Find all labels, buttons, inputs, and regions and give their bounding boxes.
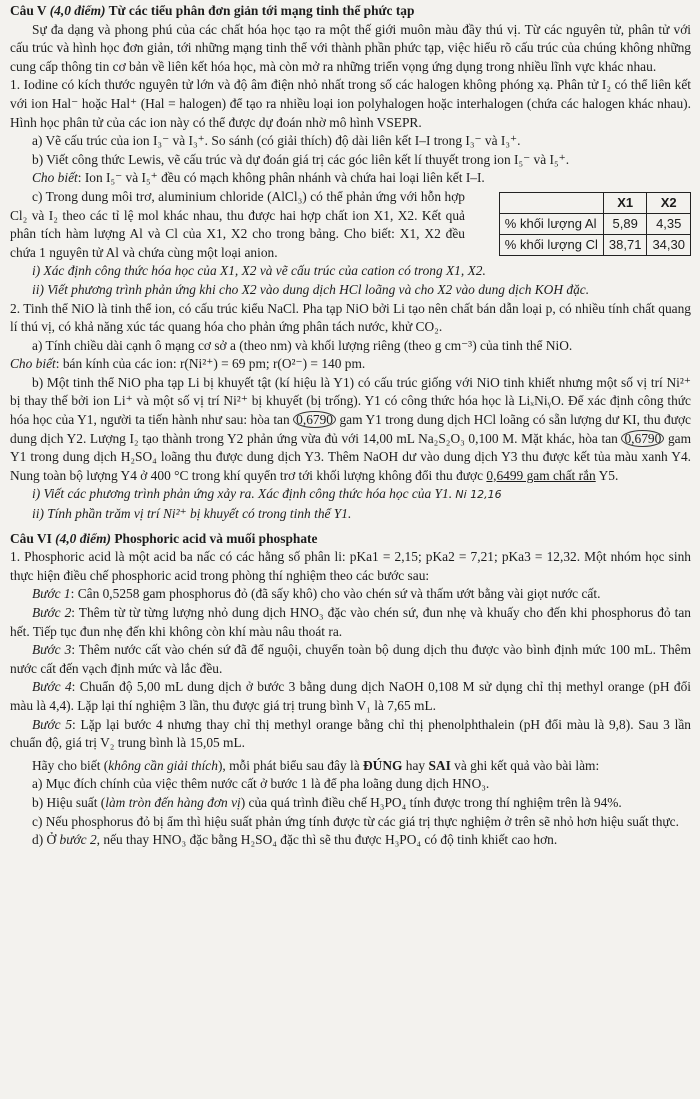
circled-mass: 0,6790	[621, 430, 664, 447]
text-span: Y5.	[595, 467, 619, 483]
text-span: Hãy cho biết (	[32, 757, 109, 773]
text-span: b) Một tinh thể NiO pha tạp Li bị khuyết tật (kí hiệu là Y1) có cấu trúc giống với NiO tinh khiết nhưng một số vị trí Ni²⁺ bị thay thế bởi ion Li⁺ và một số vị trí Ni²⁺ bị khuyết (bị trống). Y1 có công thức hóa học là LiₓNiᵧO. Để xác định công thức hóa học của Y1, người ta tiến hành như sau: hòa tan	[10, 374, 691, 428]
text-span: SAI	[428, 757, 451, 773]
question-number: Câu VI	[10, 530, 52, 546]
table-header-cell	[499, 192, 603, 213]
text-span: và ghi kết quả vào bài làm:	[450, 757, 600, 773]
table-header-row	[499, 192, 690, 213]
part-1c-ii: ii) Viết phương trình phản ứng khi cho X2 vào dung dịch HCl loãng và cho X2 vào dung dịch KOH đặc.	[32, 281, 590, 297]
text-span: d) Ở	[32, 832, 60, 848]
part-1-text: 1. Iodine có kích thước nguyên tử lớn và độ âm điện nhỏ nhất trong số các halogen không phóng xạ. Phân tử I₂ có thể liên kết với ion Hal⁻ hoặc Hal⁺ (Hal = halogen) để tạo ra nhiều loại ion polyhalogen hoặc interhalogen (chứa các halogen khác nhau). Hình học phân tử của các ion này có thể được dự đoán nhờ mô hình VSEPR.	[10, 77, 691, 130]
text-span: bước 2	[59, 832, 97, 848]
step	[10, 585, 691, 604]
question-topic: Từ các tiểu phân đơn giản tới mạng tinh thể phức tạp	[108, 3, 415, 18]
part-2-text: 2. Tinh thể NiO là tinh thể ion, có cấu trúc kiểu NaCl. Pha tạp NiO bởi Li tạo nên chất bán dẫn loại p, có nhiều tính chất quang lí thú vị, có khả năng xúc tác quang hóa cho phản ứng phân tách nước, khử CO₂.	[10, 300, 691, 335]
step	[10, 604, 691, 641]
table-cell: 4,35	[647, 213, 691, 234]
given-label: Cho biết	[10, 356, 56, 372]
text-span: gam Y1 trong dung dịch H₂SO₄ loãng thu được dung dịch Y3. Thêm NaOH dư vào dung dịch Y3 thu được kết tủa màu xanh Y4. Nung toàn bộ lượng Y4 ở 400 °C trong khí quyển trơ tới khối lượng không đổi thu được	[10, 430, 691, 483]
question-6-title	[10, 530, 691, 549]
statement-b	[10, 794, 691, 813]
table-cell: 38,71	[603, 234, 647, 255]
part-1b: b) Viết công thức Lewis, vẽ cấu trúc và dự đoán giá trị các góc liên kết lí thuyết trong ion I₅⁻ và I₅⁺.	[32, 151, 570, 167]
step-text: : Thêm từ từ từng lượng nhỏ dung dịch HNO₃ đặc vào chén sứ, đun nhẹ và khuấy cho đến khi phosphorus đỏ tan hết. Tiếp tục đun nhẹ đến khi không còn khí màu nâu thoát ra.	[10, 605, 691, 639]
text-span: gam Y1 trong dung dịch HCl loãng có sẵn lượng dư KI, thu được dung dịch Y2. Lượng I₂ tạo thành trong Y2 phản ứng vừa đủ với 14,00 mL Na₂S₂O₃ 0,100 M. Mặt khác, hòa tan	[10, 412, 692, 446]
step	[10, 716, 691, 753]
question-number: Câu V	[10, 3, 47, 18]
step-label: Bước 1	[32, 586, 71, 602]
part-1-text: 1. Phosphoric acid là một acid ba nấc có các hằng số phân li: pKa1 = 2,15; pKa2 = 7,21; pKa3 = 12,32. Một nhóm học sinh thực hiện điều chế phosphoric acid trong phòng thí nghiệm theo các bước sau:	[10, 549, 691, 583]
part-2b	[10, 374, 691, 486]
composition-table	[499, 192, 691, 256]
text-span: làm tròn đến hàng đơn vị	[105, 794, 241, 810]
text-span: không cần giải thích	[108, 757, 218, 773]
text-span: ĐÚNG	[362, 757, 403, 773]
step-label: Bước 2	[32, 605, 72, 620]
table-header-cell: X1	[603, 192, 647, 213]
step-label: Bước 3	[32, 642, 72, 658]
part-1c-block	[10, 188, 691, 262]
underlined-mass: 0,6499 gam chất rắn	[486, 467, 596, 483]
instruction	[10, 757, 691, 776]
part-1c-i: i) Xác định công thức hóa học của X1, X2 và vẽ cấu trúc của cation có trong X1, X2.	[32, 263, 486, 279]
text-span: hay	[402, 757, 429, 773]
question-5-title	[10, 2, 691, 21]
part-1a: a) Vẽ cấu trúc của ion I₃⁻ và I₃⁺. So sánh (có giải thích) độ dài liên kết I–I trong I₃⁻ và I₃⁺.	[32, 133, 521, 149]
step-text: : Cân 0,5258 gam phosphorus đỏ (đã sấy khô) cho vào chén sứ và thấm ướt bằng vài giọt nước cất.	[70, 586, 601, 602]
table-row	[499, 213, 690, 234]
table-cell: % khối lượng Al	[499, 213, 603, 234]
text-span: i) Viết các phương trình phản ứng xảy ra. Xác định công thức hóa học của Y1.	[32, 486, 453, 502]
intro-paragraph: Sự đa dạng và phong phú của các chất hóa học tạo ra một thế giới muôn màu đầy thú vị. Từ các nguyên tử, phân tử với cấu trúc và hình học đơn giản, tới những mạng tinh thể với thành phần phức tạp, việc hiểu rõ cấu trúc của chúng không những cung cấp thông tin cơ bản về liên kết hóa học, mà còn mở ra những triển vọng ứng dụng trong nhiều lĩnh vực khác nhau.	[10, 21, 691, 74]
text-span: ), mỗi phát biểu sau đây là	[217, 757, 363, 773]
given-text: : bán kính của các ion: r(Ni²⁺) = 69 pm; r(O²⁻) = 140 pm.	[55, 356, 366, 372]
step-text: : Chuẩn độ 5,00 mL dung dịch ở bước 3 bằng dung dịch NaOH 0,108 M sử dụng chỉ thị methyl orange (pH đổi màu là 4,4). Lặp lại thí nghiệm 3 lần, thu được giá trị trung bình V₁ là 7,65 mL.	[10, 679, 691, 713]
step	[10, 641, 691, 678]
statement-d	[10, 831, 691, 850]
step-label: Bước 4	[32, 679, 72, 695]
part-2a: a) Tính chiều dài cạnh ô mạng cơ sở a (theo nm) và khối lượng riêng (theo g cm⁻³) của tinh thể NiO.	[32, 337, 573, 353]
text-span: b) Hiệu suất (	[32, 794, 106, 810]
part-1b-given	[10, 169, 691, 188]
question-topic: Phosphoric acid và muối phosphate	[114, 530, 318, 546]
step	[10, 678, 691, 715]
part-2b-ii: ii) Tính phần trăm vị trí Ni²⁺ bị khuyết có trong tinh thể Y1.	[32, 506, 352, 522]
table-row	[499, 234, 690, 255]
text-span: ) của quá trình điều chế H₃PO₄ tính được trong thí nghiệm trên là 94%.	[240, 794, 622, 810]
table-cell: % khối lượng Cl	[499, 234, 603, 255]
question-points: (4,0 điểm)	[49, 3, 106, 18]
statement-a: a) Mục đích chính của việc thêm nước cất ở bước 1 là để pha loãng dung dịch HNO₃.	[32, 776, 490, 792]
statement-c: c) Nếu phosphorus đỏ bị ẩm thì hiệu suất phản ứng tính được từ các giá trị thực nghiệm ở trên sẽ nhỏ hơn hiệu suất thực.	[32, 813, 679, 829]
table-cell: 34,30	[647, 234, 691, 255]
given-label: Cho biết	[32, 170, 78, 186]
given-text: : Ion I₅⁻ và I₅⁺ đều có mạch không phân nhánh và chứa hai loại liên kết I–I.	[77, 170, 485, 186]
part-2a-given	[10, 355, 691, 374]
step-text: : Lặp lại bước 4 nhưng thay chỉ thị methyl orange bằng chỉ thị phenolphthalein (pH đổi màu là 9,8). Sau 3 lần chuẩn độ, giá trị V₂ trung bình là 15,05 mL.	[10, 716, 691, 751]
table-header-cell: X2	[647, 192, 691, 213]
handwritten-note: Ni 12,16	[455, 488, 502, 502]
question-points: (4,0 điểm)	[55, 530, 111, 546]
part-1c: c) Trong dung môi trơ, aluminium chloride (AlCl₃) có thể phản ứng với hỗn hợp Cl₂ và I₂ theo các tỉ lệ mol khác nhau, thu được hai hợp chất ion X1, X2. Kết quả phân tích hàm lượng Al và Cl của X1, X2 cho trong bảng. Cho biết: X1, X2 đều chứa 1 nguyên tử Al và chứa cùng một loại anion.	[10, 188, 465, 260]
circled-mass: 0,6790	[293, 411, 336, 428]
step-label: Bước 5	[32, 716, 73, 732]
step-text: : Thêm nước cất vào chén sứ đã để nguội, chuyển toàn bộ dung dịch thu được vào bình định mức 100 mL. Thêm nước cất đến vạch định mức và lắc đều.	[10, 642, 691, 676]
table-cell: 5,89	[603, 213, 647, 234]
part-2b-i	[10, 485, 691, 505]
text-span: , nếu thay HNO₃ đặc bằng H₂SO₄ đặc thì sẽ thu được H₃PO₄ có độ tinh khiết cao hơn.	[96, 832, 558, 848]
